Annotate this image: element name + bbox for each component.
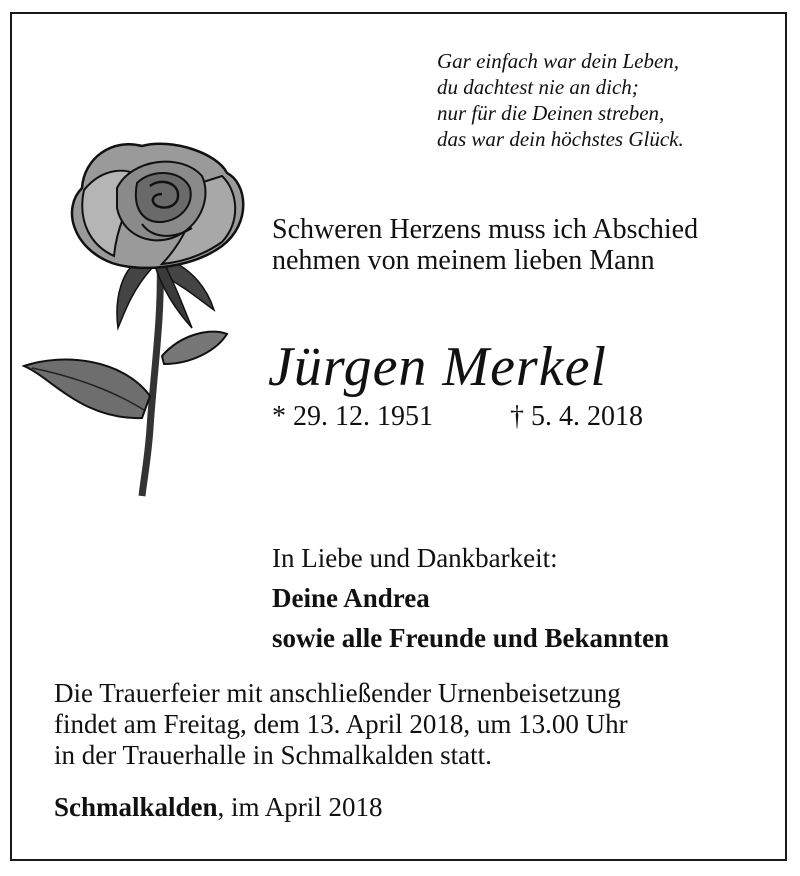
signer: sowie alle Freunde und Bekannten <box>272 623 670 653</box>
poem-line: Gar einfach war dein Leben, <box>437 49 680 73</box>
deceased-name: Jürgen Merkel <box>268 336 607 398</box>
life-dates <box>272 401 643 433</box>
service-line: Die Trauerfeier mit anschließender Urnenbeisetzung <box>54 678 621 708</box>
signer: Deine Andrea <box>272 583 430 613</box>
intro-line: Schweren Herzens muss ich Abschied <box>272 214 699 245</box>
poem <box>437 48 684 152</box>
closing <box>272 538 669 658</box>
service-line: in der Trauerhalle in Schmalkalden statt. <box>54 740 492 770</box>
signoff-date: , im April 2018 <box>217 792 383 822</box>
signoff <box>54 792 383 823</box>
closing-phrase: In Liebe und Dankbarkeit: <box>272 543 558 573</box>
intro-text <box>272 214 698 276</box>
signoff-place: Schmalkalden <box>54 792 218 822</box>
birth-date: * 29. 12. 1951 <box>272 401 433 432</box>
death-date: † 5. 4. 2018 <box>510 401 643 432</box>
intro-line: nehmen von meinem lieben Mann <box>272 245 655 276</box>
poem-line: das war dein höchstes Glück. <box>437 127 684 151</box>
poem-line: nur für die Deinen streben, <box>437 101 665 125</box>
service-line: findet am Freitag, dem 13. April 2018, um 13.00 Uhr <box>54 709 628 739</box>
service-info <box>54 678 628 771</box>
rose-icon <box>22 128 262 498</box>
poem-line: du dachtest nie an dich; <box>437 75 639 99</box>
